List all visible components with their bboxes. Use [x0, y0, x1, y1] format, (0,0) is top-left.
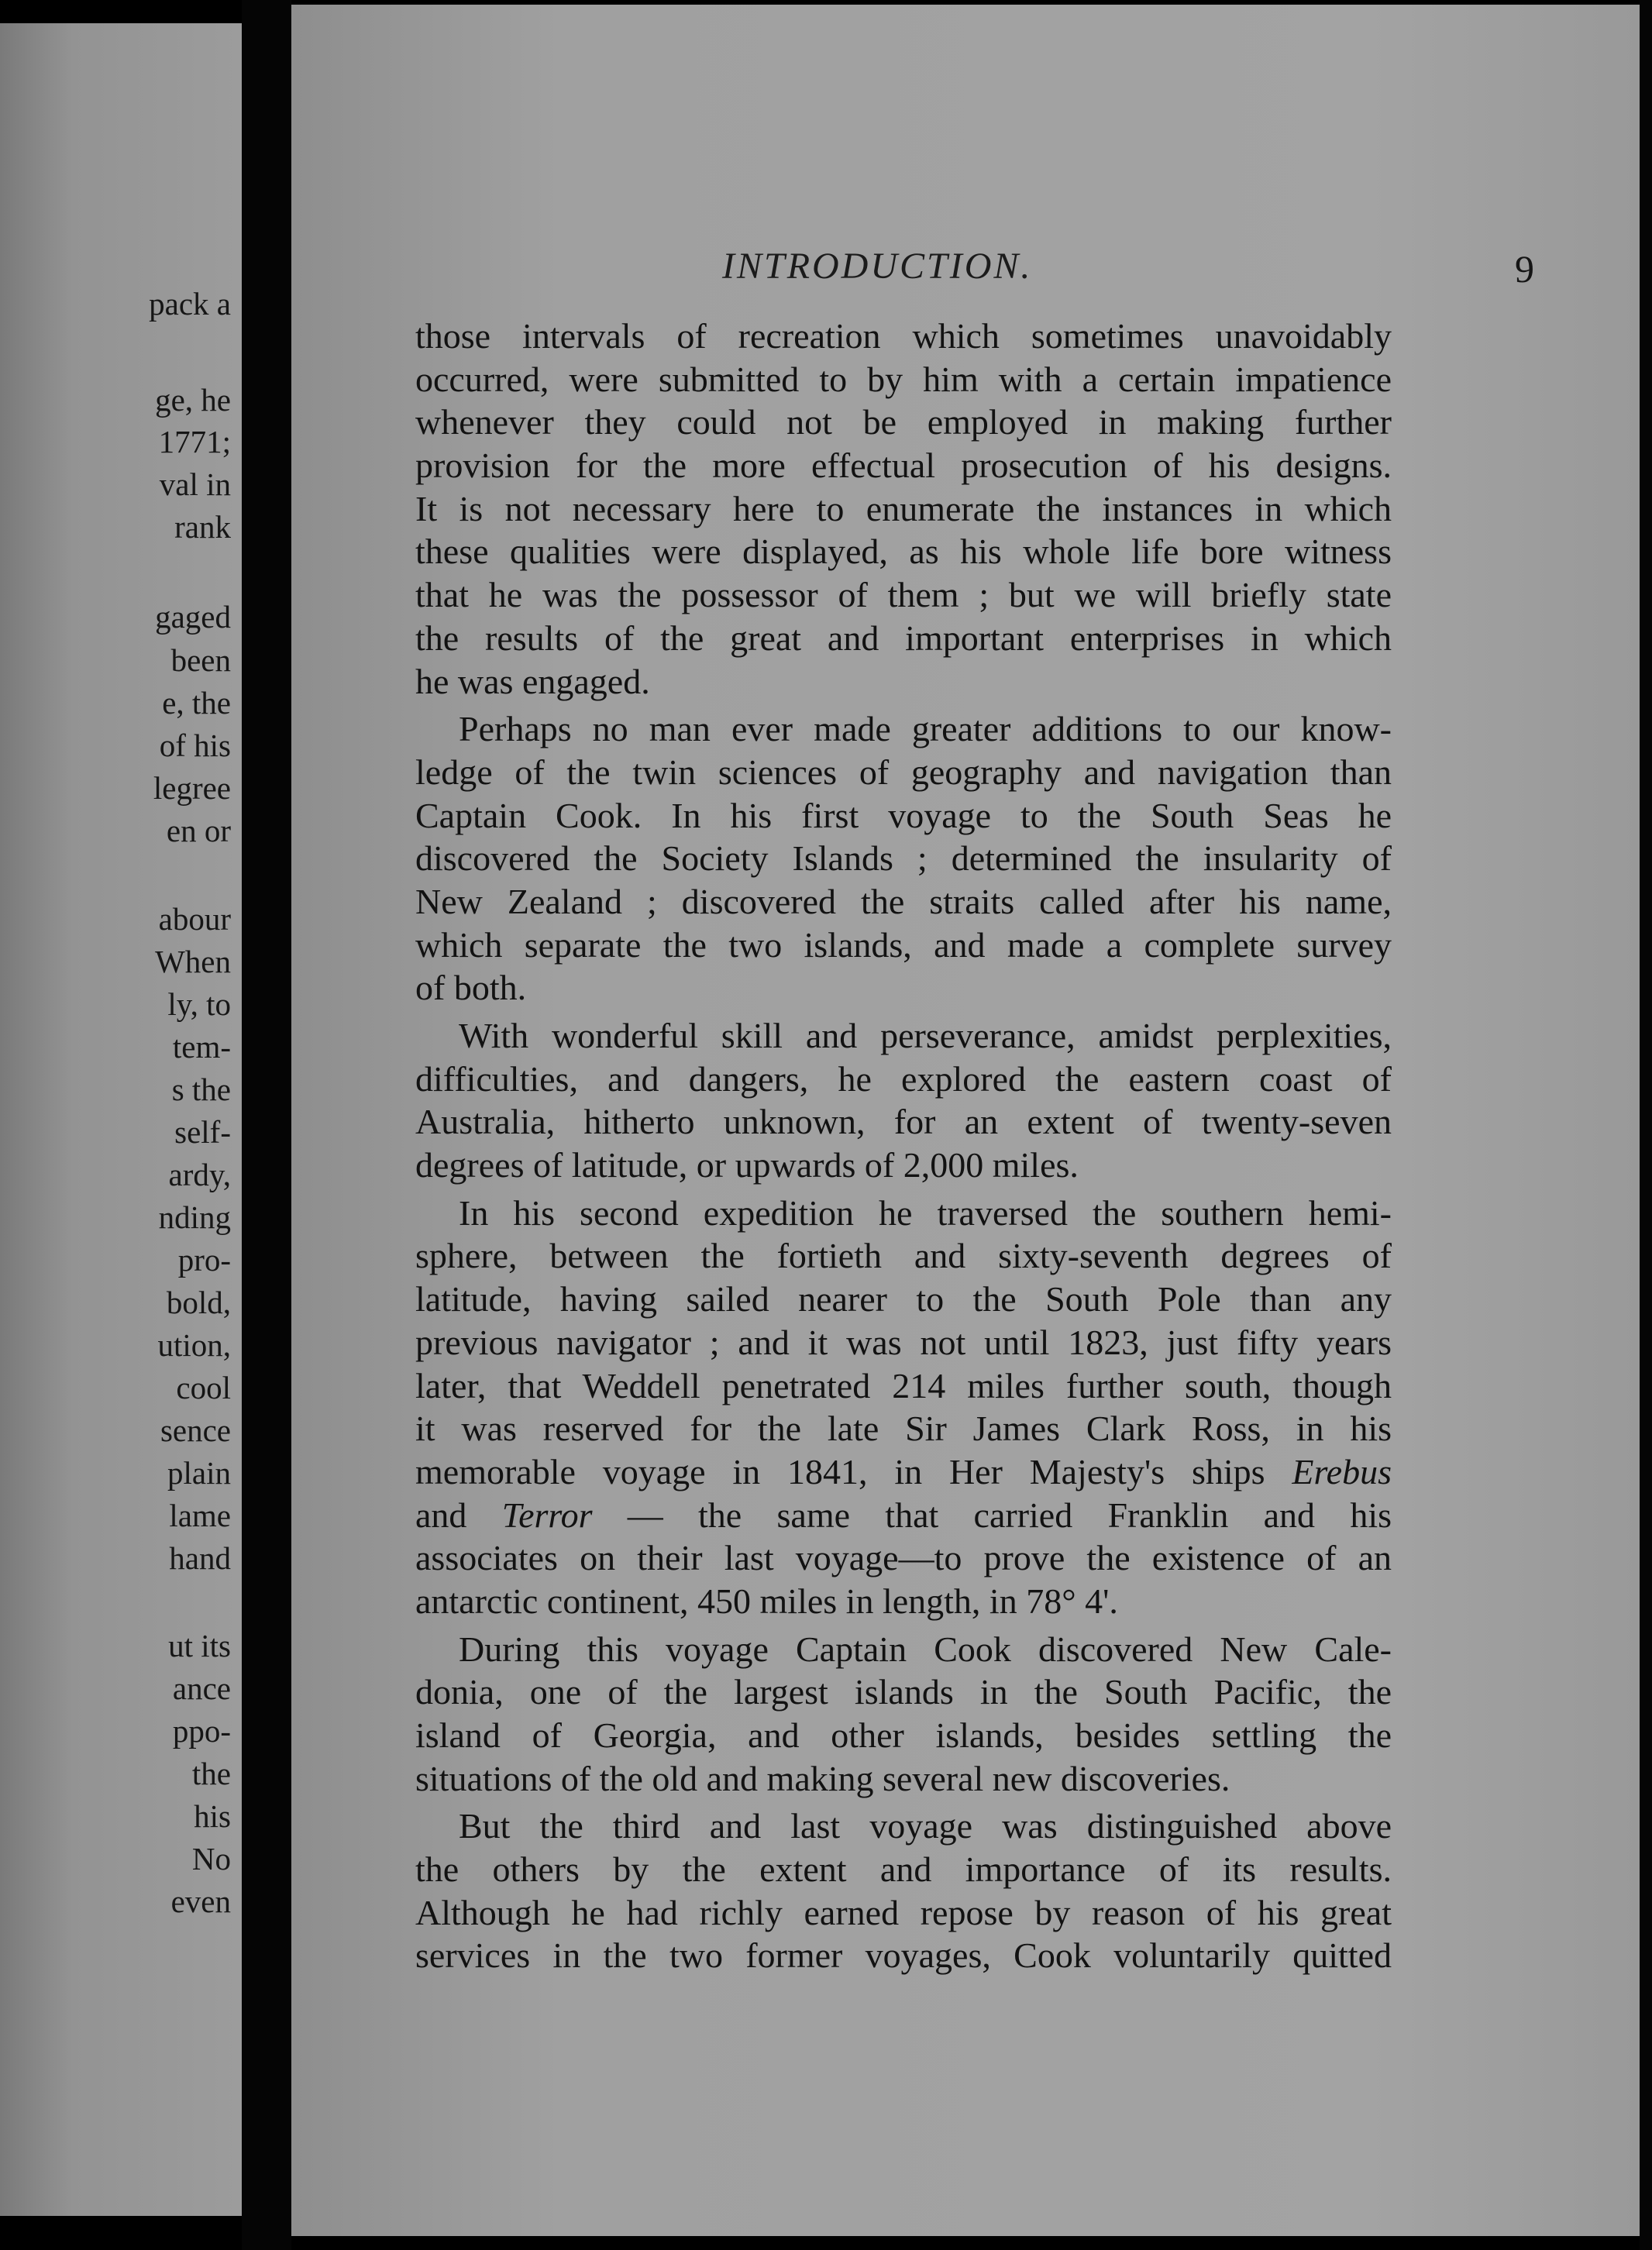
left-page-text-fragment: ut its [168, 1628, 231, 1663]
text-line: Captain Cook. In his first voyage to the South Seas he [415, 795, 1392, 835]
left-page-text-fragment: self- [174, 1114, 231, 1150]
left-page-text-fragment: lame [169, 1498, 231, 1533]
book-gutter [242, 0, 291, 2250]
page-header [418, 245, 1565, 291]
left-page-text-fragment: en or [166, 813, 231, 848]
text-line: During this voyage Captain Cook discovered New Cale- [459, 1629, 1392, 1669]
left-page-text-fragment: gaged [155, 599, 231, 635]
left-page-text-fragment: ution, [157, 1327, 231, 1363]
text-line: Perhaps no man ever made greater additions to our know- [459, 709, 1392, 749]
left-page-text-fragment: No [191, 1841, 231, 1877]
text-line: it was reserved for the late Sir James Clark Ross, in his [415, 1409, 1392, 1449]
text-line: In his second expedition he traversed the southern hemi- [459, 1192, 1392, 1233]
text-line: discovered the Society Islands ; determined the insularity of [415, 838, 1392, 879]
text-line: It is not necessary here to enumerate the instances in which [415, 488, 1392, 528]
left-page-text-fragment: 1771; [158, 424, 231, 459]
text-line: whenever they could not be employed in making further [415, 402, 1392, 442]
left-page-text-fragment: ge, he [155, 382, 231, 418]
left-page-text-fragment: ppo- [172, 1713, 231, 1749]
left-page-text-fragment: ardy, [168, 1157, 231, 1192]
text-line: the others by the extent and importance of its results. [415, 1849, 1392, 1890]
left-page-text-fragment: his [194, 1798, 231, 1834]
left-page-text-fragment: sence [160, 1412, 231, 1448]
text-line: associates on their last voyage—to prove the existence of an [415, 1538, 1392, 1578]
text-line: the results of the great and important enterprises in which [415, 618, 1392, 658]
left-page-text-fragment: the [191, 1756, 231, 1791]
text-line: memorable voyage in 1841, in Her Majesty's ships Erebus [415, 1451, 1392, 1491]
left-page-text-fragment: val in [159, 466, 231, 502]
left-page-text-fragment: abour [158, 901, 231, 937]
text-line: later, that Weddell penetrated 214 miles further south, though [415, 1365, 1392, 1405]
text-line: Australia, hitherto unknown, for an extent of twenty-seven [415, 1102, 1392, 1142]
left-page-text-fragment: ance [172, 1670, 231, 1706]
text-line: provision for the more effectual prosecution of his designs. [415, 446, 1392, 486]
text-line: these qualities were displayed, as his whole life bore witness [415, 532, 1392, 572]
left-page-text-fragment: tem- [172, 1029, 231, 1065]
left-page-text-fragment: even [170, 1884, 231, 1919]
left-page-text-fragment: bold, [166, 1285, 231, 1320]
left-page-text-fragment: pro- [177, 1242, 231, 1278]
left-page-text-fragment: ly, to [167, 986, 231, 1022]
left-page-text-fragment: e, the [162, 685, 231, 721]
page-number: 9 [1515, 247, 1534, 291]
text-line: which separate the two islands, and made a complete survey [415, 924, 1392, 965]
body-text [415, 315, 1392, 1977]
text-line: those intervals of recreation which sometimes unavoidably [415, 316, 1392, 356]
left-page-text-fragment: pack a [149, 286, 231, 322]
text-line: island of Georgia, and other islands, besides settling the [415, 1715, 1392, 1755]
text-line: antarctic continent, 450 miles in length, in 78° 4'. [415, 1581, 1118, 1621]
text-line: But the third and last voyage was distinguished above [459, 1806, 1392, 1846]
text-line: and Terror — the same that carried Franklin and his [415, 1495, 1392, 1535]
left-page-text-fragment: been [170, 642, 231, 678]
text-line: sphere, between the fortieth and sixty-seventh degrees of [415, 1236, 1392, 1276]
text-line: With wonderful skill and perseverance, amidst perplexities, [459, 1016, 1392, 1055]
text-line: he was engaged. [415, 661, 650, 701]
left-page [0, 23, 242, 2216]
text-line: difficulties, and dangers, he explored the eastern coast of [415, 1058, 1392, 1099]
page-edge-shadow [1640, 0, 1652, 2250]
text-line: services in the two former voyages, Cook voluntarily quitted [415, 1935, 1392, 1976]
running-title: INTRODUCTION. [722, 246, 1033, 287]
left-page-text-fragment: When [155, 944, 231, 979]
left-page-text-fragment: rank [174, 509, 231, 545]
text-line: Although he had richly earned repose by reason of his great [415, 1892, 1392, 1932]
left-page-text-fragment: hand [169, 1540, 231, 1576]
text-line: degrees of latitude, or upwards of 2,000 miles. [415, 1145, 1079, 1185]
left-page-text-fragment: nding [158, 1199, 231, 1235]
text-line: occurred, were submitted to by him with a certain impatience [415, 359, 1392, 399]
left-page-text-fragment: s the [171, 1072, 231, 1107]
text-line: previous navigator ; and it was not until 1823, just fifty years [415, 1322, 1392, 1362]
text-line: that he was the possessor of them ; but we will briefly state [415, 575, 1392, 615]
left-page-text-fragment: plain [167, 1455, 231, 1491]
text-line: situations of the old and making several new discoveries. [415, 1758, 1230, 1798]
text-line: of both. [415, 968, 527, 1008]
text-line: donia, one of the largest islands in the South Pacific, the [415, 1672, 1392, 1712]
text-line: ledge of the twin sciences of geography and navigation than [415, 752, 1392, 792]
left-page-text-fragment: of his [159, 728, 231, 763]
left-page-text-fragment: legree [153, 770, 231, 806]
left-page-text-fragment: cool [176, 1370, 231, 1405]
text-line: New Zealand ; discovered the straits called after his name, [415, 881, 1392, 921]
text-line: latitude, having sailed nearer to the South Pole than any [415, 1279, 1392, 1319]
right-page [291, 5, 1640, 2236]
